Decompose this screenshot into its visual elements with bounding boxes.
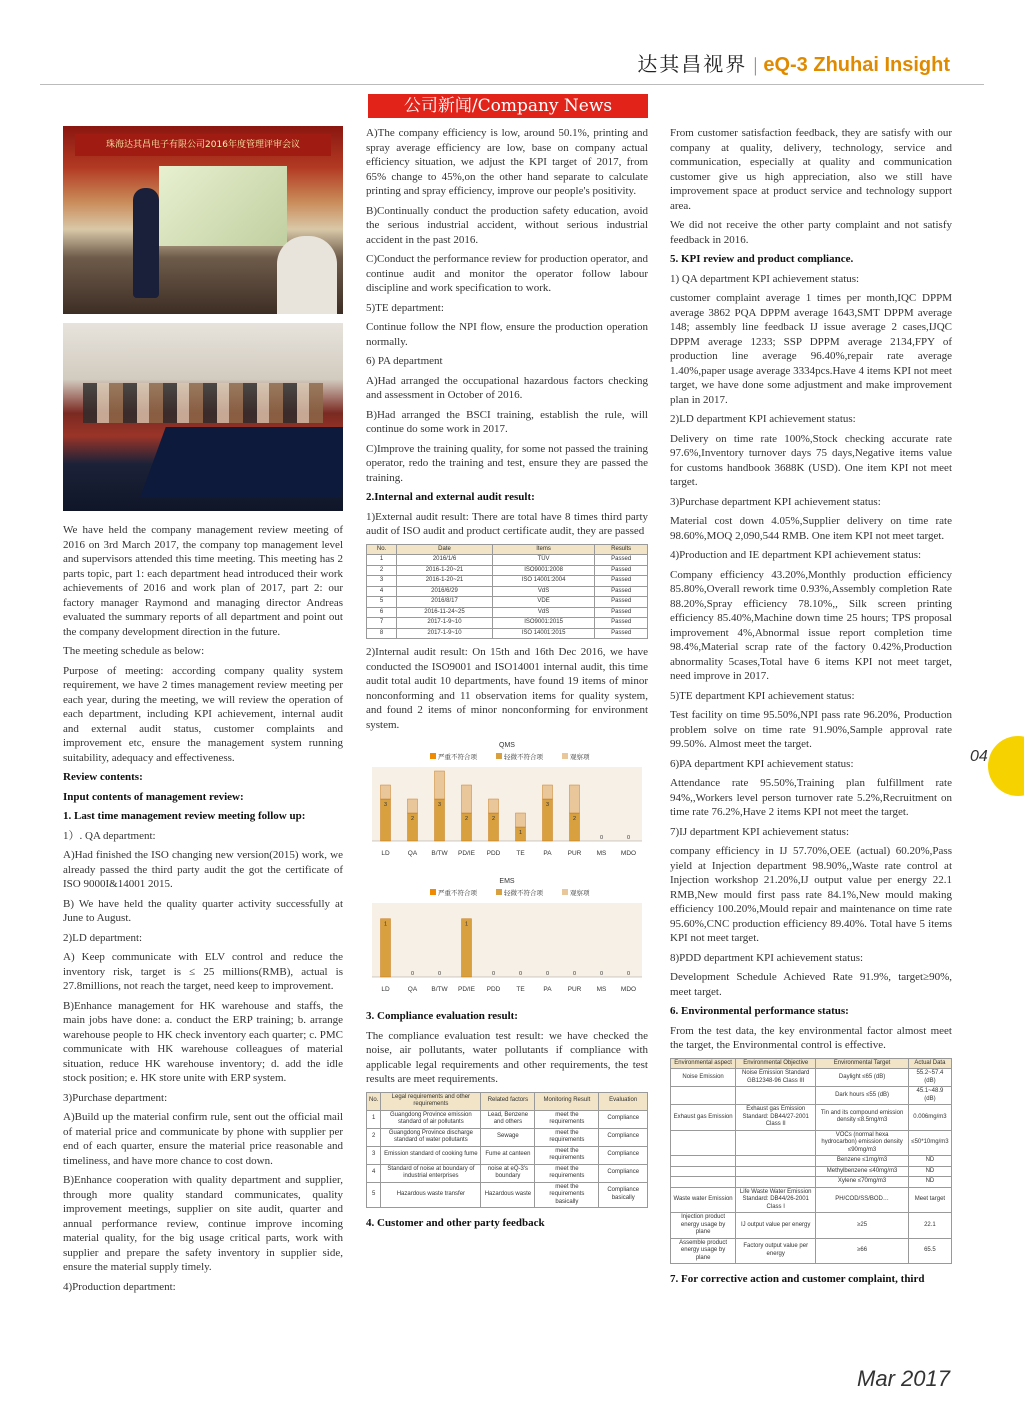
category-label: B/TW xyxy=(431,986,448,993)
audit-row-cell: 2016-11-24~25 xyxy=(397,607,493,618)
env-row-cell: ≥25 xyxy=(816,1213,909,1239)
section-heading-3: 3. Compliance evaluation result: xyxy=(366,1010,518,1022)
audit-row-cell: 2017-1-9~10 xyxy=(397,628,493,639)
environment-table xyxy=(670,1058,952,1265)
legend-label: 观察项 xyxy=(570,889,590,897)
bar xyxy=(516,813,526,827)
category-label: PUR xyxy=(567,986,582,993)
section-heading-7: 7. For corrective action and customer complaint, third xyxy=(670,1273,925,1285)
compliance-row xyxy=(367,1128,648,1146)
legend-swatch xyxy=(430,753,436,759)
intro-paragraph: We have held the company management review meeting of 2016 on 3rd March 2017, the company top management level and supervisors attended this time meeting. This meeting has 2 parts topic, part 1: each department head introduced their work achievements of 2016 and work plan of 2017, part 2: our factory manager Raymond and managing director Andreas evaluated the summary reports of all department and point out the company development direction in the future. xyxy=(63,524,343,638)
section-heading-2: 2.Internal and external audit result: xyxy=(366,491,535,503)
compliance-row-cell: Sewage xyxy=(481,1128,535,1146)
pa-item-c: C)Improve the training quality, for some not passed the training operator, redo the training and test, ensure they are passed the training. xyxy=(366,442,648,484)
audit-row xyxy=(367,576,648,587)
purchase-item-b: B)Enhance cooperation with quality department and supplier, through more quality standard communicates, quality improvement meetings, supplier on site audit, quarter and annual performance review, continue improve incoming material quality, for the big usage critical parts, work with supplier and prepare the safety inventory in supplier side, ensure the material supply timely. xyxy=(63,1174,343,1273)
section-heading-4: 4. Customer and other party feedback xyxy=(366,1217,545,1229)
audit-row-cell: 2016-1-20~21 xyxy=(397,576,493,587)
meeting-photo-speaker xyxy=(63,126,343,314)
audit-row-cell: ISO 14001:2004 xyxy=(492,576,595,587)
data-label: 0 xyxy=(410,971,415,977)
audit-row-cell: VdS xyxy=(492,586,595,597)
comp-col-eval: Evaluation xyxy=(599,1092,648,1110)
env-row-cell: Exhaust gas Emission Standard: DB44/27-2001 Class II xyxy=(736,1105,816,1131)
compliance-row-cell: meet the requirements xyxy=(535,1110,599,1128)
env-row-cell: 65.5 xyxy=(908,1238,951,1264)
kpi-ij-title: 7)IJ department KPI achievement status: xyxy=(670,825,850,838)
data-label: 3 xyxy=(383,802,388,808)
conference-table xyxy=(140,427,343,497)
compliance-row-cell: 2 xyxy=(367,1128,381,1146)
env-row-cell: Life Waste Water Emission Standard: DB44/26-2001 Class I xyxy=(736,1187,816,1213)
compliance-row xyxy=(367,1110,648,1128)
compliance-row-cell: Compliance xyxy=(599,1164,648,1182)
category-label: MS xyxy=(596,986,607,993)
compliance-row-cell: Fume at canteen xyxy=(481,1146,535,1164)
production-title: 4)Production department: xyxy=(63,1280,176,1293)
column-3 xyxy=(670,126,952,1292)
qms-chart-svg xyxy=(366,737,648,867)
input-contents-heading: Input contents of management review: xyxy=(63,790,244,803)
env-row-cell: Benzene ≤1mg/m3 xyxy=(816,1156,909,1167)
category-label: TE xyxy=(516,986,525,993)
compliance-row-cell: 3 xyxy=(367,1146,381,1164)
plot-area xyxy=(372,903,642,977)
audit-row-cell: 2016/1/6 xyxy=(397,555,493,566)
category-label: LD xyxy=(381,986,390,993)
audit-row xyxy=(367,607,648,618)
kpi-pdd-title: 8)PDD department KPI achievement status: xyxy=(670,951,864,964)
compliance-row xyxy=(367,1146,648,1164)
column-1 xyxy=(63,126,343,1299)
category-label: QA xyxy=(407,850,418,857)
compliance-row-cell: meet the requirements basically xyxy=(535,1182,599,1208)
section-banner: 公司新闻/Company News xyxy=(368,94,648,118)
bar xyxy=(570,785,580,813)
category-label: MDO xyxy=(620,986,637,993)
env-row xyxy=(671,1187,952,1213)
kpi-qa-title: 1) QA department KPI achievement status: xyxy=(670,272,860,285)
env-row xyxy=(671,1069,952,1087)
data-label: 2 xyxy=(491,816,496,822)
issue-date: Mar 2017 xyxy=(857,1366,950,1391)
compliance-row-cell: meet the requirements xyxy=(535,1164,599,1182)
env-row-cell: Meet target xyxy=(908,1187,951,1213)
env-row-cell xyxy=(736,1177,816,1188)
ems-chart-svg xyxy=(366,873,648,1003)
env-row-cell xyxy=(736,1166,816,1177)
audit-col-items: Items xyxy=(492,544,595,555)
env-row-cell: ≤50*10mg/m3 xyxy=(908,1130,951,1156)
audit-row-cell: ISO 14001:2015 xyxy=(492,628,595,639)
audit-row-cell: 2017-1-9~10 xyxy=(397,618,493,629)
audit-row-cell: ISO9001:2008 xyxy=(492,565,595,576)
kpi-qa-text: customer complaint average 1 times per month,IQC DPPM average 3862 PQA DPPM average 1643,SMT DPPM average 148; assembly line feedback IJ issue average 2 cases,IJQC DPPM average 1233; SSP DPPM average 2134,FPY of production line average 96.40%,repair rate average 1.40%,paper usage average 3334pcs.Have 4 items KPI not meet target, we have done some adjustment and make improvement plan in 2017. xyxy=(670,292,952,406)
env-row xyxy=(671,1177,952,1188)
env-table-header xyxy=(671,1058,952,1069)
env-row-cell: VOCs (normal hexa hydrocarbon) emission density ≤90mg/m3 xyxy=(816,1130,909,1156)
audit-row-cell: 3 xyxy=(367,576,397,587)
audit-row-cell: Passed xyxy=(595,597,648,608)
env-row-cell xyxy=(736,1130,816,1156)
category-label: QA xyxy=(407,986,418,993)
kpi-pa-title: 6)PA department KPI achievement status: xyxy=(670,757,854,770)
ld-item-b: B)Enhance management for HK warehouse and staffs, the main jobs have done: a. conduct the ERP training; b. arrange warehouse people to HK check inventory each quarter; c. PMC communicate with HK warehouse colleagues of material situation, reduce HK warehouse inventory; d. add the idle stock position; e. HK store unite with ERP system. xyxy=(63,999,343,1084)
compliance-table-header xyxy=(367,1092,648,1110)
kpi-production-title: 4)Production and IE department KPI achievement status: xyxy=(670,549,922,561)
compliance-row-cell: Guangdong Province emission standard of air pollutants xyxy=(381,1110,481,1128)
env-row-cell: 55.2~57.4 (dB) xyxy=(908,1069,951,1087)
audit-row-cell: 2016/8/17 xyxy=(397,597,493,608)
bar xyxy=(543,785,553,799)
env-row-cell xyxy=(736,1156,816,1167)
audit-row-cell: Passed xyxy=(595,576,648,587)
env-row xyxy=(671,1238,952,1264)
category-label: PA xyxy=(543,850,552,857)
compliance-row-cell: Compliance xyxy=(599,1146,648,1164)
audit-row-cell: Passed xyxy=(595,628,648,639)
audit-row-cell: VDE xyxy=(492,597,595,608)
audit-row-cell: 5 xyxy=(367,597,397,608)
legend-swatch xyxy=(496,753,502,759)
compliance-row-cell: Lead, Benzene and others xyxy=(481,1110,535,1128)
env-row xyxy=(671,1156,952,1167)
data-label: 0 xyxy=(572,971,577,977)
data-label: 0 xyxy=(626,835,631,841)
section-heading-5: 5. KPI review and product compliance. xyxy=(670,253,854,265)
env-row-cell: ≥66 xyxy=(816,1238,909,1264)
env-row-cell: Xylene ≤70mg/m3 xyxy=(816,1177,909,1188)
compliance-row xyxy=(367,1164,648,1182)
qa-item-b: B) We have held the quality quarter activity successfully at June to August. xyxy=(63,897,343,924)
purpose-paragraph: Purpose of meeting: according company quality system requirement, we have 2 times management review meeting per each year, during the meeting, we will review the operation of each department, including KPI achievement, internal audit and external audit status, customer complaints and improvement etc, ensure the management system running suitability, adequacy and effectiveness. xyxy=(63,664,343,764)
env-row xyxy=(671,1130,952,1156)
env-row-cell: ND xyxy=(908,1166,951,1177)
category-label: TE xyxy=(516,850,525,857)
env-row-cell: Daylight ≤65 (dB) xyxy=(816,1069,909,1087)
category-label: MS xyxy=(596,850,607,857)
audit-col-date: Date xyxy=(397,544,493,555)
data-label: 1 xyxy=(464,921,469,928)
legend-swatch xyxy=(562,753,568,759)
env-row-cell: Factory output value per energy xyxy=(736,1238,816,1264)
data-label: 2 xyxy=(464,816,469,822)
chart-title: EMS xyxy=(499,878,515,885)
audit-row-cell: 2 xyxy=(367,565,397,576)
comp-col-no: No. xyxy=(367,1092,381,1110)
audit-row xyxy=(367,618,648,629)
category-label: PA xyxy=(543,986,552,993)
brand-separator: | xyxy=(753,54,758,76)
env-row-cell xyxy=(736,1087,816,1105)
audit-row xyxy=(367,555,648,566)
legend-swatch xyxy=(496,889,502,895)
qa-title: 1）. QA department: xyxy=(63,829,156,842)
audit-row-cell: 8 xyxy=(367,628,397,639)
category-label: MDO xyxy=(620,850,637,857)
env-row-cell: Exhaust gas Emission xyxy=(671,1105,736,1131)
audience-figure xyxy=(277,236,337,314)
legend-label: 严重不符合项 xyxy=(438,753,477,761)
audit-row-cell: ISO9001:2015 xyxy=(492,618,595,629)
data-label: 0 xyxy=(599,835,604,841)
category-label: PUR xyxy=(567,850,582,857)
review-contents-heading: Review contents: xyxy=(63,771,143,783)
legend-swatch xyxy=(430,889,436,895)
ld-item-a: A) Keep communicate with ELV control and reduce the inventory risk, target is ≤ 25 millions(RMB), actual is 27.8millions, not reach the target, need keep to improvement. xyxy=(63,951,343,992)
data-label: 0 xyxy=(437,971,442,977)
compliance-row-cell: meet the requirements xyxy=(535,1146,599,1164)
meeting-photo-audience xyxy=(63,323,343,511)
compliance-table xyxy=(366,1092,648,1209)
legend-label: 轻微不符合项 xyxy=(504,753,543,761)
production-item-b: B)Continually conduct the production safety education, avoid the serious industrial accident, without serious industrial accident in the past 2016. xyxy=(366,204,648,246)
data-label: 0 xyxy=(599,971,604,977)
audit-table xyxy=(366,544,648,640)
env-row-cell: Waste water Emission xyxy=(671,1187,736,1213)
audit-row xyxy=(367,597,648,608)
env-row-cell: Noise Emission xyxy=(671,1069,736,1087)
qa-item-a: A)Had finished the ISO changing new version(2015) work, we already passed the third party audit the got the certificate of ISO 9000I&14001 2015. xyxy=(63,849,343,890)
data-label: 3 xyxy=(437,802,442,808)
projector-screen xyxy=(159,166,287,246)
audit-row-cell: 2016/6/29 xyxy=(397,586,493,597)
compliance-row-cell: noise at eQ-3's boundary xyxy=(481,1164,535,1182)
page-number-tab xyxy=(970,736,1024,796)
audit-row-cell: TÜV xyxy=(492,555,595,566)
qms-chart xyxy=(366,737,648,867)
brand xyxy=(637,48,950,77)
data-label: 2 xyxy=(572,816,577,822)
audit-row-cell: Passed xyxy=(595,586,648,597)
audit-row-cell: 4 xyxy=(367,586,397,597)
bar xyxy=(462,785,472,813)
chart-title: QMS xyxy=(499,742,515,749)
data-label: 2 xyxy=(410,816,415,822)
compliance-row-cell: Compliance xyxy=(599,1110,648,1128)
category-label: PD/IE xyxy=(458,986,475,993)
kpi-purchase-title: 3)Purchase department KPI achievement status: xyxy=(670,495,881,508)
photo-banner-text: 珠海达其昌电子有限公司2016年度管理评审会议 xyxy=(75,134,331,156)
data-label: 3 xyxy=(545,802,550,808)
page-number: 04 xyxy=(970,748,988,765)
compliance-row-cell: 1 xyxy=(367,1110,381,1128)
env-row-cell: Tin and its compound emission density ≤8.5mg/m3 xyxy=(816,1105,909,1131)
header-divider xyxy=(40,84,984,85)
te-text: Continue follow the NPI flow, ensure the production operation normally. xyxy=(366,321,648,348)
legend-label: 观察项 xyxy=(570,753,590,761)
compliance-row-cell: Emission standard of cooking fume xyxy=(381,1146,481,1164)
category-label: PDD xyxy=(486,850,501,857)
kpi-ij-text: company efficiency in IJ 57.70%,OEE (actual) 60.20%,Pass yield at Injection department 98.90%,,Waste rate control at Injection workshop 21.20%,IJ output value per energy 22.1 RMB,New mould first pass rate 84.1%,New mould making efficiency 100.20%,Mould repair and maintenance on time rate 95.60%,CNC production efficiency 89.40%. Total have 5 items KPI not meet target. xyxy=(670,845,952,944)
external-audit-text: 1)External audit result: There are total have 8 times third party audit of ISO audit and product certificate audit, they are passed xyxy=(366,510,648,537)
audit-row xyxy=(367,565,648,576)
audit-row-cell: Passed xyxy=(595,618,648,629)
compliance-row-cell: Hazardous waste xyxy=(481,1182,535,1208)
env-row-cell: Noise Emission Standard GB12348-96 Class III xyxy=(736,1069,816,1087)
data-label: 1 xyxy=(518,830,523,836)
audit-row-cell: 2016-1-20~21 xyxy=(397,565,493,576)
schedule-line: The meeting schedule as below: xyxy=(63,645,205,657)
feedback-paragraph-1: From customer satisfaction feedback, they are satisfy with our company at quality, delivery, technology, service and communication, especially at quality and communication customer give us high appreciation, also we still have improvement space at product service and technology support area. xyxy=(670,127,952,212)
env-row xyxy=(671,1105,952,1131)
compliance-row-cell: Compliance xyxy=(599,1128,648,1146)
env-row xyxy=(671,1213,952,1239)
compliance-row-cell: 5 xyxy=(367,1182,381,1208)
comp-col-factors: Related factors xyxy=(481,1092,535,1110)
compliance-row-cell: Hazardous waste transfer xyxy=(381,1182,481,1208)
env-col-target: Environmental Target xyxy=(816,1058,909,1069)
audit-row xyxy=(367,628,648,639)
comp-col-result: Monitoring Result xyxy=(535,1092,599,1110)
audit-row-cell: Passed xyxy=(595,555,648,566)
compliance-row-cell: Standard of noise at boundary of industrial enterprises xyxy=(381,1164,481,1182)
pa-item-b: B)Had arranged the BSCI training, establish the rule, will continue do some work in 2017. xyxy=(366,408,648,435)
ld-title: 2)LD department: xyxy=(63,931,143,944)
env-row-cell: 22.1 xyxy=(908,1213,951,1239)
audit-row-cell: 7 xyxy=(367,618,397,629)
bar xyxy=(408,799,418,813)
audit-row-cell: VdS xyxy=(492,607,595,618)
purchase-item-a: A)Build up the material confirm rule, sent out the official mail of material price and communicate by phone with supplier per end of each quarter, ensure the material price reasonable and timeliness, and have more chance to cost down. xyxy=(63,1111,343,1167)
feedback-paragraph-2: We did not receive the other party complaint and not satisfy feedback in 2016. xyxy=(670,219,952,246)
audit-row xyxy=(367,586,648,597)
env-row-cell: IJ output value per energy xyxy=(736,1213,816,1239)
env-row-cell xyxy=(671,1156,736,1167)
internal-audit-text: 2)Internal audit result: On 15th and 16th Dec 2016, we have conducted the ISO9001 and ISO14001 internal audit, this time audit total audit 10 departments, have found 19 items of minor nonconforming and 11 observation items for quality system, and found 2 items of minor nonconforming for environment system. xyxy=(366,646,648,731)
data-label: 0 xyxy=(626,971,631,977)
kpi-pdd-text: Development Schedule Achieved Rate 91.9%, target≥90%, meet target. xyxy=(670,971,952,998)
category-label: PDD xyxy=(486,986,501,993)
category-label: LD xyxy=(381,850,390,857)
data-label: 0 xyxy=(518,971,523,977)
ems-chart xyxy=(366,873,648,1003)
bar xyxy=(381,785,391,799)
te-title: 5)TE department: xyxy=(366,301,444,314)
section-heading-6: 6. Environmental performance status: xyxy=(670,1005,849,1017)
kpi-ld-title: 2)LD department KPI achievement status: xyxy=(670,413,856,425)
category-label: PD/IE xyxy=(458,850,475,857)
production-item-c: C)Conduct the performance review for production operator, and continue audit and monitor the operator follow labour discipline and work specification to work. xyxy=(366,253,648,294)
brand-english: eQ-3 Zhuhai Insight xyxy=(763,54,950,76)
audit-col-results: Results xyxy=(595,544,648,555)
env-row-cell: Injection product energy usage by plane xyxy=(671,1213,736,1239)
compliance-row-cell: Compliance basically xyxy=(599,1182,648,1208)
data-label: 1 xyxy=(383,921,388,928)
kpi-purchase-text: Material cost down 4.05%,Supplier delivery on time rate 98.60%,MOQ 2,090,544 RMB. One item KPI not meet target. xyxy=(670,515,952,542)
brand-chinese: 达其昌视界 xyxy=(637,52,748,76)
compliance-text: The compliance evaluation test result: we have checked the noise, air pollutants, water pollutants if compliance with applicable legal requirements and other requirements, the test results are meet requirements. xyxy=(366,1029,648,1085)
compliance-row-cell: meet the requirements xyxy=(535,1128,599,1146)
audit-table-header xyxy=(367,544,648,555)
audit-row-cell: Passed xyxy=(595,565,648,576)
bar xyxy=(489,799,499,813)
production-item-a: A)The company efficiency is low, around 50.1%, printing and spray average efficiency are low, base on company actual efficiency situation, we adjust the KPI target of 2017, from 65% change to 45%,on the other hand separate to calculate printing and spray efficiency, improve our people's positivity. xyxy=(366,127,648,197)
kpi-production-text: Company efficiency 43.20%,Monthly production efficiency 85.80%,Overall rework time 0.93%,Assembly completion Rate 88.20%,Spray efficiency 78.10%,, Silk screen printing efficiency 85.40%,Machine down time 25 hours; TPS proposal improvement 4%,Abnormal issue report completion time 98.4%,Material scrap rate of the factory 0.42%,Production abnormality 5cases,Total have 6 items KPI not meet target, need improve in 2017. xyxy=(670,568,952,682)
section-heading-1: 1. Last time management review meeting follow up: xyxy=(63,810,306,822)
legend-label: 严重不符合项 xyxy=(438,889,477,897)
data-label: 0 xyxy=(491,971,496,977)
env-row-cell xyxy=(671,1130,736,1156)
bar xyxy=(435,771,445,799)
env-row-cell: 45.1~48.9 (dB) xyxy=(908,1087,951,1105)
env-row-cell xyxy=(671,1087,736,1105)
env-row-cell: ND xyxy=(908,1156,951,1167)
env-row xyxy=(671,1087,952,1105)
pa-item-a: A)Had arranged the occupational hazardous factors checking and assessment in October of 2016. xyxy=(366,374,648,401)
env-row-cell: 0.006mg/m3 xyxy=(908,1105,951,1131)
speaker-figure xyxy=(133,188,159,298)
env-row-cell: Dark hours ≤55 (dB) xyxy=(816,1087,909,1105)
page-header xyxy=(0,0,1024,92)
env-row xyxy=(671,1166,952,1177)
env-row-cell: PH/COD/SS/BOD… xyxy=(816,1187,909,1213)
env-col-aspect: Environmental aspect xyxy=(671,1058,736,1069)
compliance-row-cell: 4 xyxy=(367,1164,381,1182)
column-2 xyxy=(366,126,648,1236)
kpi-pa-text: Attendance rate 95.50%,Training plan fulfillment rate 94%,,Workers level person turnover rate 5.2%,Recruitment on time rate 76.2%,Have 2 items KPI not meet the target. xyxy=(670,777,952,818)
kpi-ld-text: Delivery on time rate 100%,Stock checking accurate rate 97.6%,Inventory turnover days 75 days,Negative items value for customs handbook 3688K (USD). One item KPI not meet target. xyxy=(670,432,952,488)
audit-row-cell: 1 xyxy=(367,555,397,566)
legend-swatch xyxy=(562,889,568,895)
compliance-row-cell: Guangdong Province discharge standard of water pollutants xyxy=(381,1128,481,1146)
env-row-cell xyxy=(671,1177,736,1188)
compliance-row xyxy=(367,1182,648,1208)
env-row-cell xyxy=(671,1166,736,1177)
comp-col-req: Legal requirements and other requirements xyxy=(381,1092,481,1110)
attendees xyxy=(83,383,323,423)
env-row-cell: Methylbenzene ≤40mg/m3 xyxy=(816,1166,909,1177)
category-label: B/TW xyxy=(431,850,448,857)
legend-label: 轻微不符合项 xyxy=(504,889,543,897)
audit-col-no: No. xyxy=(367,544,397,555)
env-text: From the test data, the key environmental factor almost meet the target, the Environmental control is effective. xyxy=(670,1024,952,1051)
data-label: 0 xyxy=(545,971,550,977)
purchase-title: 3)Purchase department: xyxy=(63,1091,168,1104)
pa-title: 6) PA department xyxy=(366,355,443,367)
kpi-te-title: 5)TE department KPI achievement status: xyxy=(670,689,855,702)
env-col-actual: Actual Data xyxy=(908,1058,951,1069)
env-row-cell: ND xyxy=(908,1177,951,1188)
page-number-dot xyxy=(988,736,1024,796)
audit-row-cell: Passed xyxy=(595,607,648,618)
audit-row-cell: 6 xyxy=(367,607,397,618)
kpi-te-text: Test facility on time 95.50%,NPI pass rate 96.20%, Production problem solve on time rate 91.90%,Sample approval rate 99.50%. Almost meet the target. xyxy=(670,709,952,750)
env-row-cell: Assemble product energy usage by plane xyxy=(671,1238,736,1264)
env-col-objective: Environmental Objective xyxy=(736,1058,816,1069)
